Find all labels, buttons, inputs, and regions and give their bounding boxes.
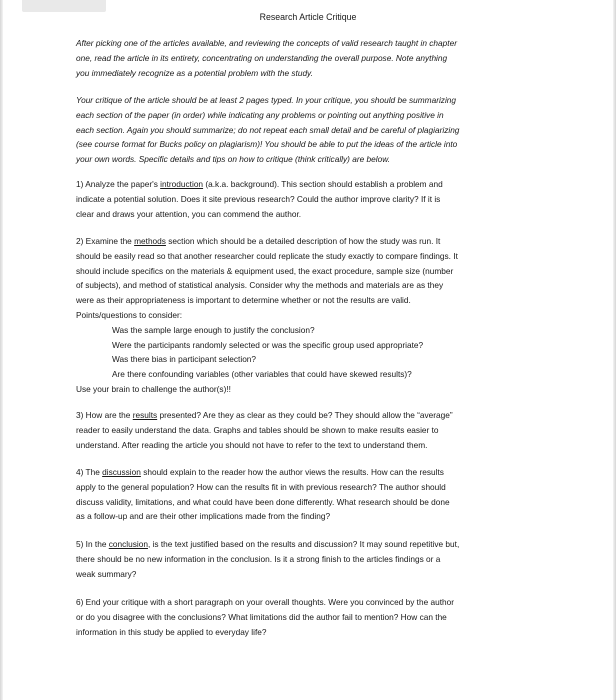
section-line-rest: (a.k.a. background). This section should establish a problem and [203, 179, 443, 189]
section-keyword: results [132, 410, 158, 420]
section-conclusion [76, 537, 546, 581]
section-first-line [76, 234, 546, 249]
critique-paragraph [76, 93, 546, 167]
section-line: Points/questions to consider: [76, 309, 183, 320]
intro-line: one, read the article in its entirety, concentrating on understanding the overall purpose. Note anything [76, 52, 448, 63]
section-line: weak summary? [76, 568, 137, 579]
section-line: of subjects), and method of statistical analysis. Consider why the methods and materials are as they [76, 280, 444, 291]
section-line-rest: , is the text justified based on the results and discussion? It may sound repetitive but, [147, 539, 460, 549]
question-item: Are there confounding variables (other variables that could have skewed results)? [112, 369, 412, 380]
critique-line: (see course format for Bucks policy on plagiarism)! You should be able to put the ideas of the article into [76, 139, 458, 150]
critique-line: Your critique of the article should be at least 2 pages typed. In your critique, you should be summarizing [76, 95, 457, 105]
section-line: reader to easily understand the data. Graphs and tables should be shown to make results easier to [76, 424, 439, 435]
section-line: were as their appropriateness is important to determine whether or not the results are valid. [76, 295, 411, 306]
section-line-rest: section which should be a detailed description of how the study was run. It [165, 236, 441, 246]
section-line: indicate a potential solution. Does it site previous research? Could the author improve clarity? If it is [76, 193, 441, 204]
section-introduction [76, 177, 546, 221]
section-keyword: discussion [102, 467, 141, 477]
section-prefix: 4) The [76, 467, 103, 477]
section-line: should include specifics on the materials & equipment used, the exact procedure, sample size (number [76, 265, 454, 276]
section-line: 6) End your critique with a short paragraph on your overall thoughts. Were you convinced by the author [76, 597, 455, 607]
question-item: Was the sample large enough to justify the conclusion? [112, 324, 315, 335]
section-line: apply to the general population? How can the results fit in with previous research? The author should [76, 481, 446, 492]
section-overall-thoughts [76, 595, 546, 639]
section-line: there should be no new information in the conclusion. Is it a strong finish to the articles findings or a [76, 553, 441, 564]
section-first-line [76, 465, 546, 480]
section-prefix: 1) Analyze the paper's [76, 179, 161, 189]
section-line: should be easily read so that another researcher could replicate the study exactly to compare findings. It [76, 250, 458, 261]
section-line: information in this study be applied to everyday life? [76, 626, 267, 637]
section-prefix: 5) In the [76, 539, 109, 549]
section-discussion [76, 465, 546, 524]
section-line: discuss validity, limitations, and what could have been done differently. What research should be done [76, 496, 450, 507]
critique-line: your own words. Specific details and tips on how to critique (think critically) are below. [76, 154, 391, 165]
section-keyword: conclusion [108, 539, 148, 549]
document-title: Research Article Critique [259, 12, 357, 22]
section-line: as a follow-up and are their other implications made from the finding? [76, 511, 331, 522]
section-line: or do you disagree with the conclusions? What limitations did the author fail to mention? How can the [76, 611, 447, 622]
section-line-rest: should explain to the reader how the author views the results. How can the results [140, 467, 444, 477]
section-keyword: methods [134, 236, 166, 246]
critique-line: each section of the paper (in order) while indicating any problems or pointing out anything positive in [76, 109, 444, 120]
section-closing: Use your brain to challenge the author(s)!! [76, 383, 231, 394]
section-line: clear and draws your attention, you can commend the author. [76, 208, 302, 219]
section-line-rest: presented? Are they as clear as they could be? They should allow the “average” [157, 410, 453, 420]
section-keyword: introduction [160, 179, 204, 189]
section-results [76, 408, 546, 452]
intro-line: you immediately recognize as a potential problem with the study. [76, 67, 313, 78]
section-first-line [76, 537, 546, 552]
section-first-line [76, 177, 546, 192]
section-methods [76, 234, 546, 397]
section-prefix: 3) How are the [76, 410, 133, 420]
intro-line: After picking one of the articles available, and reviewing the concepts of valid research taught in chapter [76, 38, 457, 48]
section-first-line [76, 408, 546, 423]
critique-line: each section. Again you should summarize; do not repeat each small detail and be careful of plagiarizing [76, 124, 460, 135]
question-item: Was there bias in participant selection? [112, 354, 257, 365]
question-item: Were the participants randomly selected or was the specific group used appropriate? [112, 339, 424, 350]
section-prefix: 2) Examine the [76, 236, 135, 246]
intro-paragraph [76, 36, 546, 80]
section-line: understand. After reading the article you should not have to refer to the text to understand them. [76, 439, 428, 450]
